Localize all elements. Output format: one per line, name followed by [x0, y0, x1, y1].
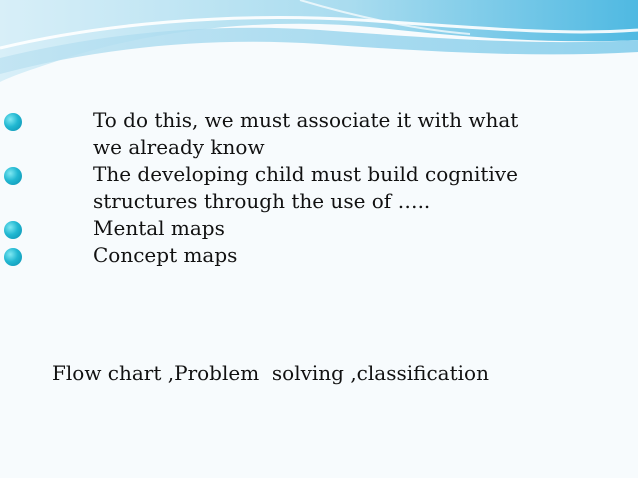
header-wave-banner [0, 0, 638, 110]
bullet-item [0, 215, 600, 242]
bullet-text: The developing child must build cognitive structures through the use of ….. [93, 162, 518, 213]
bullet-text: To do this, we must associate it with what we already know [93, 108, 519, 159]
bullet-list [0, 107, 600, 269]
bullet-item [0, 161, 600, 215]
round-bullet-icon [4, 167, 22, 185]
bullet-text: Mental maps [93, 216, 225, 240]
round-bullet-icon [4, 221, 22, 239]
bullet-item [0, 107, 600, 161]
bullet-item [0, 242, 600, 269]
footer-text: Flow chart ,Problem solving ,classification [52, 361, 489, 385]
round-bullet-icon [4, 113, 22, 131]
round-bullet-icon [4, 248, 22, 266]
bullet-text: Concept maps [93, 243, 238, 267]
